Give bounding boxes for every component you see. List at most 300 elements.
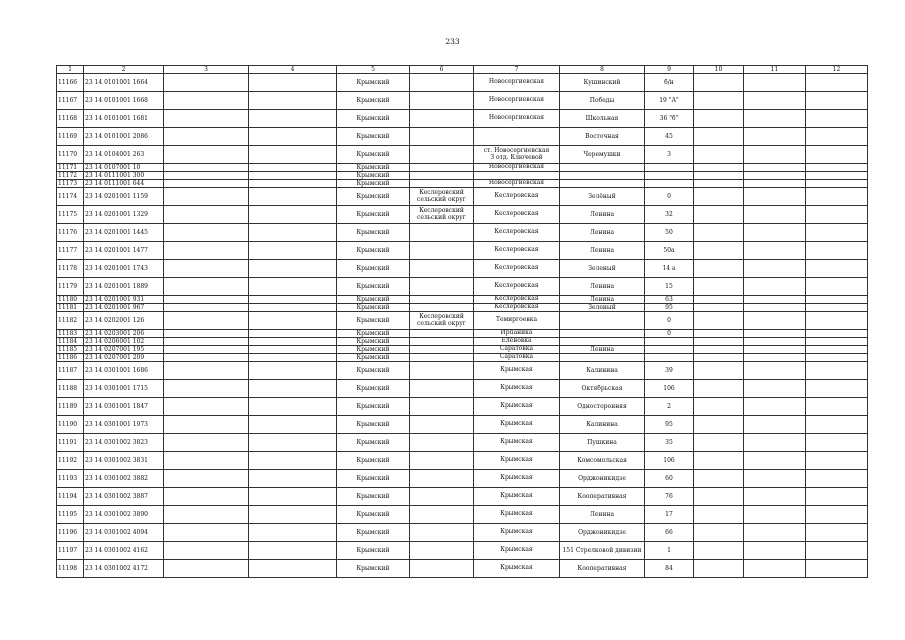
table-cell	[744, 362, 806, 380]
table-cell	[744, 278, 806, 296]
table-cell	[806, 312, 868, 330]
table-cell	[164, 362, 249, 380]
table-cell: Зелёный	[560, 188, 645, 206]
table-cell: Кеслеровская	[474, 188, 560, 206]
table-cell: Ленина	[560, 506, 645, 524]
table-cell: Крымский	[337, 224, 410, 242]
table-cell: Односторонняя	[560, 398, 645, 416]
table-cell	[249, 362, 337, 380]
table-cell: Крымская	[474, 488, 560, 506]
table-cell: Крымский	[337, 338, 410, 346]
table-cell: 11172	[57, 172, 84, 180]
table-cell	[744, 304, 806, 312]
table-cell	[744, 354, 806, 362]
table-cell	[249, 330, 337, 338]
table-cell	[806, 416, 868, 434]
table-cell: 23 14 0101001 1681	[84, 110, 164, 128]
table-cell: Крымский	[337, 242, 410, 260]
table-cell: Калинина	[560, 416, 645, 434]
table-cell	[694, 296, 744, 304]
table-cell: Крымский	[337, 304, 410, 312]
table-cell	[694, 128, 744, 146]
table-cell	[164, 354, 249, 362]
table-cell	[164, 398, 249, 416]
table-cell	[249, 470, 337, 488]
table-cell: Кооперативная	[560, 560, 645, 578]
table-cell: Крымская	[474, 452, 560, 470]
table-cell	[744, 128, 806, 146]
table-cell	[694, 524, 744, 542]
table-cell: Кеслеровский сельский округ	[410, 188, 474, 206]
table-cell: 11191	[57, 434, 84, 452]
table-cell	[694, 188, 744, 206]
table-cell: 23 14 0301002 3831	[84, 452, 164, 470]
table-cell	[744, 398, 806, 416]
table-row	[57, 362, 868, 380]
table-body	[57, 74, 868, 578]
table-cell: Саратовка	[474, 354, 560, 362]
table-cell	[806, 74, 868, 92]
table-cell	[744, 172, 806, 180]
table-cell	[806, 296, 868, 304]
table-cell: 23 14 0301002 3890	[84, 506, 164, 524]
table-cell: Кеслеровская	[474, 304, 560, 312]
table-row	[57, 188, 868, 206]
table-cell	[744, 506, 806, 524]
table-cell: ст. Новосергиевская З отд. Ключевой	[474, 146, 560, 164]
table-cell: Новосергиевская	[474, 92, 560, 110]
table-row	[57, 380, 868, 398]
table-cell: Зеленый	[560, 304, 645, 312]
table-cell: 11166	[57, 74, 84, 92]
table-cell: Крымский	[337, 146, 410, 164]
table-cell	[694, 312, 744, 330]
table-cell	[744, 470, 806, 488]
table-row	[57, 312, 868, 330]
table-cell	[249, 338, 337, 346]
table-cell	[164, 542, 249, 560]
table-cell: 23 14 0201001 1889	[84, 278, 164, 296]
table-cell: 11197	[57, 542, 84, 560]
table-cell: Крымский	[337, 172, 410, 180]
table-cell	[249, 180, 337, 188]
table-cell	[164, 164, 249, 172]
table-cell: 23 14 0301002 3882	[84, 470, 164, 488]
table-cell: Новосергиевская	[474, 180, 560, 188]
table-row	[57, 354, 868, 362]
table-cell: Крымская	[474, 506, 560, 524]
table-cell	[164, 330, 249, 338]
table-cell: Крымская	[474, 362, 560, 380]
table-row	[57, 172, 868, 180]
table-cell	[645, 346, 694, 354]
table-cell	[806, 224, 868, 242]
table-cell	[806, 92, 868, 110]
table-cell	[164, 452, 249, 470]
table-row	[57, 488, 868, 506]
table-cell: Еленовка	[474, 338, 560, 346]
table-row	[57, 416, 868, 434]
table-cell	[694, 380, 744, 398]
table-cell	[249, 146, 337, 164]
table-cell: 23 14 0201001 1329	[84, 206, 164, 224]
table-row	[57, 242, 868, 260]
table-cell	[249, 488, 337, 506]
table-cell	[645, 180, 694, 188]
table-cell: Крымская	[474, 524, 560, 542]
table-cell: 11176	[57, 224, 84, 242]
table-cell: 23 14 0301002 4162	[84, 542, 164, 560]
table-cell: 19 "А"	[645, 92, 694, 110]
table-cell	[744, 452, 806, 470]
table-cell	[249, 346, 337, 354]
table-cell: 11183	[57, 330, 84, 338]
table-cell	[474, 128, 560, 146]
table-cell: Орджоникидзе	[560, 524, 645, 542]
table-cell: Крымский	[337, 128, 410, 146]
table-cell	[744, 488, 806, 506]
table-cell: Школьная	[560, 110, 645, 128]
table-cell	[164, 278, 249, 296]
table-cell	[694, 452, 744, 470]
table-cell: Крымский	[337, 92, 410, 110]
table-cell	[806, 506, 868, 524]
column-header: 4	[249, 66, 337, 74]
table-cell	[249, 92, 337, 110]
table-row	[57, 296, 868, 304]
table-cell	[164, 524, 249, 542]
table-cell	[744, 416, 806, 434]
table-cell	[164, 224, 249, 242]
table-row	[57, 278, 868, 296]
table-cell: 76	[645, 488, 694, 506]
table-cell	[410, 434, 474, 452]
table-cell	[694, 434, 744, 452]
table-cell	[410, 362, 474, 380]
table-cell	[164, 172, 249, 180]
table-cell: 50	[645, 224, 694, 242]
table-cell: 36 "б"	[645, 110, 694, 128]
table-cell: 15	[645, 278, 694, 296]
table-cell	[249, 560, 337, 578]
table-cell	[694, 488, 744, 506]
table-cell	[249, 74, 337, 92]
table-cell: 23 14 0301002 4172	[84, 560, 164, 578]
table-cell: 23 14 0301001 1973	[84, 416, 164, 434]
table-cell	[410, 74, 474, 92]
table-cell: Черемушки	[560, 146, 645, 164]
table-cell: 23 14 0104001 263	[84, 146, 164, 164]
table-cell	[249, 110, 337, 128]
table-cell: Калинина	[560, 362, 645, 380]
table-cell	[560, 330, 645, 338]
table-cell	[410, 146, 474, 164]
table-cell	[694, 180, 744, 188]
table-cell: Крымский	[337, 164, 410, 172]
table-cell	[694, 416, 744, 434]
table-cell: 23 14 0101001 2086	[84, 128, 164, 146]
table-cell	[694, 278, 744, 296]
table-cell	[645, 164, 694, 172]
table-cell: Саратовка	[474, 346, 560, 354]
table-cell: Крымский	[337, 330, 410, 338]
table-cell: 11170	[57, 146, 84, 164]
table-cell: Темиргоевка	[474, 312, 560, 330]
table-row	[57, 506, 868, 524]
table-cell: 11178	[57, 260, 84, 278]
table-cell: 11168	[57, 110, 84, 128]
table-row	[57, 330, 868, 338]
table-cell	[744, 164, 806, 172]
table-cell	[249, 296, 337, 304]
table-cell	[164, 146, 249, 164]
table-cell	[806, 338, 868, 346]
table-cell: 45	[645, 128, 694, 146]
table-cell: Крымский	[337, 398, 410, 416]
table-cell: 11193	[57, 470, 84, 488]
table-cell	[164, 416, 249, 434]
table-cell	[694, 260, 744, 278]
table-cell	[164, 260, 249, 278]
table-cell: 2	[645, 398, 694, 416]
table-cell: Орджоникидзе	[560, 470, 645, 488]
table-cell: 11180	[57, 296, 84, 304]
table-cell	[410, 260, 474, 278]
table-cell: Крымский	[337, 188, 410, 206]
table-cell	[806, 128, 868, 146]
table-cell	[560, 180, 645, 188]
table-cell: 11169	[57, 128, 84, 146]
table-cell	[744, 92, 806, 110]
table-cell	[806, 560, 868, 578]
table-cell	[249, 506, 337, 524]
table-cell	[806, 470, 868, 488]
table-cell	[806, 304, 868, 312]
column-header: 8	[560, 66, 645, 74]
table-cell: 11189	[57, 398, 84, 416]
table-cell: 11188	[57, 380, 84, 398]
table-cell	[410, 172, 474, 180]
table-cell: Крымский	[337, 354, 410, 362]
table-cell	[249, 380, 337, 398]
table-cell	[249, 452, 337, 470]
table-cell	[164, 188, 249, 206]
table-cell	[694, 346, 744, 354]
table-cell	[164, 110, 249, 128]
table-row	[57, 338, 868, 346]
table-row	[57, 524, 868, 542]
table-cell: Крымский	[337, 278, 410, 296]
table-cell	[744, 560, 806, 578]
table-row	[57, 398, 868, 416]
table-cell: 60	[645, 470, 694, 488]
table-cell	[249, 312, 337, 330]
table-row	[57, 304, 868, 312]
table-cell: 35	[645, 434, 694, 452]
table-cell	[806, 172, 868, 180]
table-cell	[744, 542, 806, 560]
table-cell: Крымский	[337, 452, 410, 470]
table-row	[57, 110, 868, 128]
table-cell	[560, 354, 645, 362]
table-cell	[744, 346, 806, 354]
table-cell	[410, 278, 474, 296]
column-header: 7	[474, 66, 560, 74]
table-cell	[744, 206, 806, 224]
table-cell	[410, 304, 474, 312]
table-row	[57, 452, 868, 470]
table-cell	[410, 180, 474, 188]
table-cell: 23 14 0201001 1159	[84, 188, 164, 206]
table-cell	[806, 434, 868, 452]
table-cell: 23 14 0206001 102	[84, 338, 164, 346]
table-cell	[744, 296, 806, 304]
table-cell: Комсомольская	[560, 452, 645, 470]
table-cell: 23 14 0301002 3823	[84, 434, 164, 452]
column-header: 12	[806, 66, 868, 74]
table-cell: Крымский	[337, 470, 410, 488]
table-cell: Победы	[560, 92, 645, 110]
table-cell	[249, 164, 337, 172]
table-cell	[410, 346, 474, 354]
table-cell: Крымский	[337, 488, 410, 506]
table-cell: Ленина	[560, 224, 645, 242]
table-cell: 23 14 0301001 1686	[84, 362, 164, 380]
table-cell	[249, 206, 337, 224]
table-cell	[249, 172, 337, 180]
table-cell	[744, 312, 806, 330]
table-cell	[410, 416, 474, 434]
table-cell: 0	[645, 188, 694, 206]
table-cell	[806, 164, 868, 172]
table-cell	[410, 470, 474, 488]
table-cell	[694, 470, 744, 488]
table-cell: Крымский	[337, 206, 410, 224]
table-cell	[694, 354, 744, 362]
table-cell: 84	[645, 560, 694, 578]
table-cell	[410, 224, 474, 242]
table-cell	[164, 346, 249, 354]
table-cell: Крымский	[337, 110, 410, 128]
table-cell: Кеслеровская	[474, 224, 560, 242]
table-cell	[694, 172, 744, 180]
table-cell: 95	[645, 304, 694, 312]
table-cell: 11179	[57, 278, 84, 296]
table-cell: 11185	[57, 346, 84, 354]
table-cell: 11195	[57, 506, 84, 524]
table-cell: Кеслеровская	[474, 296, 560, 304]
table-cell: 11198	[57, 560, 84, 578]
table-cell	[806, 354, 868, 362]
table-cell: 23 14 0101001 1668	[84, 92, 164, 110]
table-cell: 11192	[57, 452, 84, 470]
table-cell	[694, 542, 744, 560]
table-cell: 63	[645, 296, 694, 304]
table-cell: Новосергиевская	[474, 164, 560, 172]
table-cell	[410, 506, 474, 524]
table-cell: Ленина	[560, 296, 645, 304]
table-cell	[806, 146, 868, 164]
table-cell	[694, 74, 744, 92]
table-cell	[164, 338, 249, 346]
table-cell	[806, 180, 868, 188]
table-cell	[249, 398, 337, 416]
column-header: 2	[84, 66, 164, 74]
table-cell	[744, 524, 806, 542]
table-cell: Зеленый	[560, 260, 645, 278]
table-cell: Крымский	[337, 296, 410, 304]
table-cell	[744, 188, 806, 206]
page-number: 233	[445, 37, 460, 46]
table-cell	[744, 74, 806, 92]
table-cell: Крымский	[337, 542, 410, 560]
table-cell	[249, 434, 337, 452]
table-cell	[164, 304, 249, 312]
column-header: 1	[57, 66, 84, 74]
table-cell	[744, 242, 806, 260]
table-row	[57, 542, 868, 560]
table-cell	[694, 206, 744, 224]
table-cell: 23 14 0201001 1477	[84, 242, 164, 260]
table-cell: Крымская	[474, 380, 560, 398]
table-cell	[694, 398, 744, 416]
table-cell: Ленина	[560, 278, 645, 296]
table-cell	[806, 542, 868, 560]
table-cell	[744, 180, 806, 188]
table-cell	[410, 354, 474, 362]
table-cell: 11181	[57, 304, 84, 312]
table-cell	[744, 330, 806, 338]
table-cell: Крымская	[474, 542, 560, 560]
column-header: 6	[410, 66, 474, 74]
table-cell	[249, 188, 337, 206]
table-cell: Кушинский	[560, 74, 645, 92]
table-cell	[744, 338, 806, 346]
table-cell: 11187	[57, 362, 84, 380]
table-cell	[410, 524, 474, 542]
column-header: 5	[337, 66, 410, 74]
table-cell	[410, 542, 474, 560]
table-cell	[410, 488, 474, 506]
table-cell	[806, 260, 868, 278]
table-cell	[806, 242, 868, 260]
table-cell: Крымская	[474, 470, 560, 488]
header-row	[57, 66, 868, 74]
table-cell: Крымский	[337, 346, 410, 354]
table-cell: Новосергиевская	[474, 110, 560, 128]
table-cell	[249, 354, 337, 362]
table-cell	[560, 164, 645, 172]
table-cell	[164, 92, 249, 110]
table-cell	[806, 452, 868, 470]
table-cell: 0	[645, 312, 694, 330]
table-cell	[249, 524, 337, 542]
table-cell: 23 14 0111001 644	[84, 180, 164, 188]
table-cell: 151 Стрелковой дивизии	[560, 542, 645, 560]
column-header: 9	[645, 66, 694, 74]
table-cell: Кеслеровская	[474, 278, 560, 296]
table-cell	[410, 242, 474, 260]
table-cell: 23 14 0301002 3887	[84, 488, 164, 506]
table-cell	[164, 242, 249, 260]
table-cell	[164, 470, 249, 488]
table-cell	[164, 74, 249, 92]
table-cell	[645, 354, 694, 362]
table-cell: Крымский	[337, 260, 410, 278]
table-cell: 11167	[57, 92, 84, 110]
table-cell	[164, 434, 249, 452]
table-row	[57, 74, 868, 92]
